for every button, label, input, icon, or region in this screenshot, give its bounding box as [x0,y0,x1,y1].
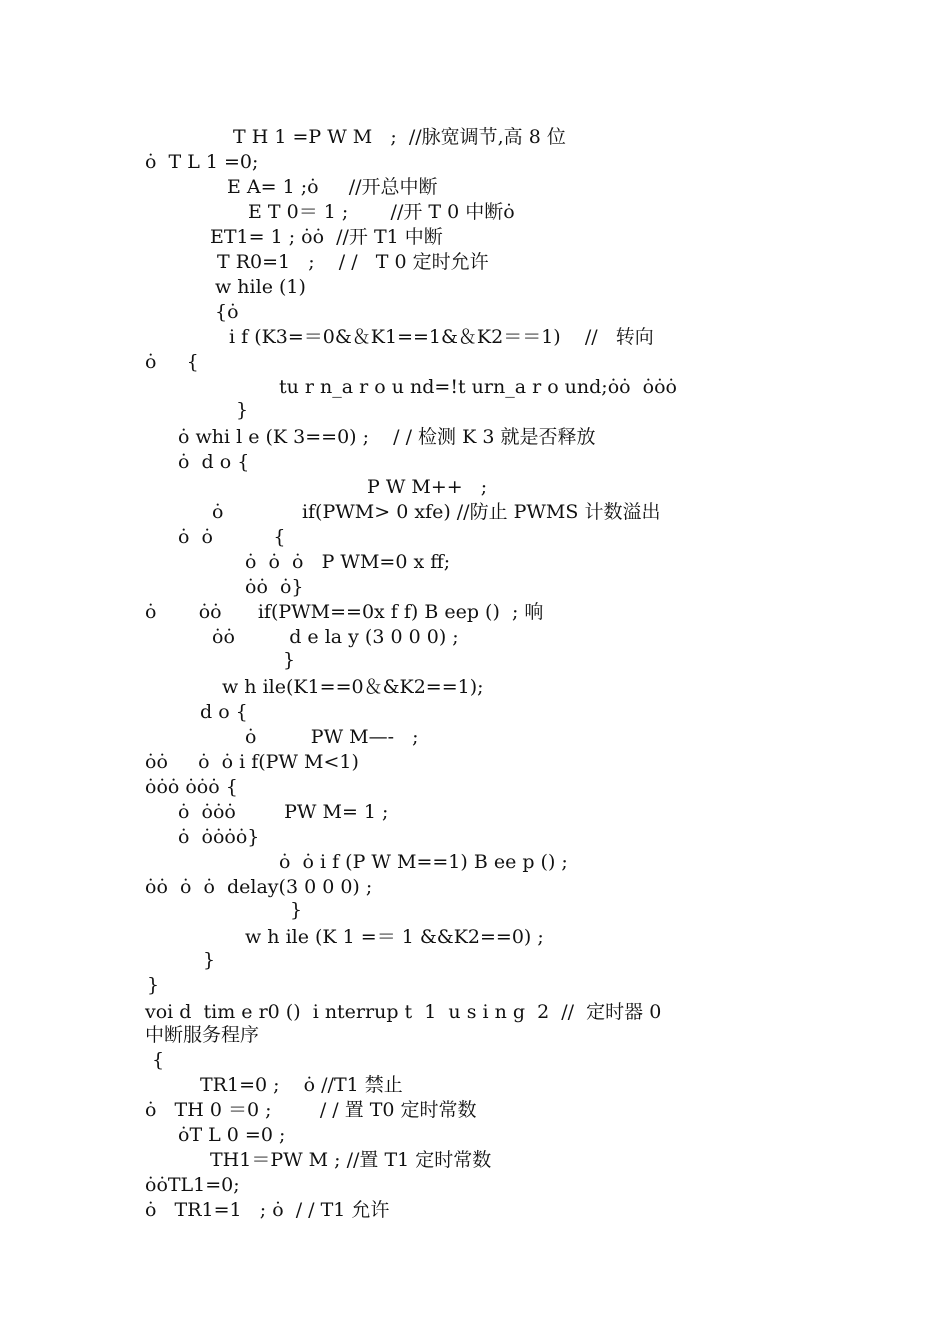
code-line: tu r n_a r o u nd=!t urn_a r o und;ȯȯ ȯȯȯ [279,376,677,398]
code-line: ȯ { [145,351,199,373]
code-line: } [283,649,296,671]
code-line: d o { [200,701,248,723]
code-line: ȯ ȯ { [178,526,286,548]
code-line: ȯ ȯȯȯ PW M= 1 ; [178,801,389,823]
code-line: } [203,949,216,971]
code-line: ȯ ȯ ȯ P WM=0 x ff; [245,551,451,573]
code-line: ET1= 1 ; ȯȯ //开 T1 中断 [210,226,443,248]
code-line: ȯ T L 1 =0; [145,151,259,173]
code-line: ȯȯȯ ȯȯȯ { [145,776,238,798]
code-line: ȯȯTL1=0; [145,1174,240,1196]
code-line: E T 0＝ 1 ; //开 T 0 中断ȯ [248,201,515,223]
code-line: { [152,1049,165,1071]
code-line: ȯȯ d e la y (3 0 0 0) ; [212,626,459,648]
code-line: i f (K3=＝0&＆K1==1&＆K2＝＝1) // 转向 [229,326,654,348]
code-line: 中断服务程序 [145,1024,260,1046]
code-line: } [290,899,303,921]
code-line: ȯ TR1=1 ; ȯ / / T1 允许 [145,1199,390,1221]
code-line: ȯ d o { [178,451,250,473]
code-line: TR1=0 ; ȯ //T1 禁止 [200,1074,403,1096]
code-line: ȯ ȯȯȯȯ} [178,826,260,848]
code-line: ȯT L 0 =0 ; [178,1124,286,1146]
code-line: w h ile(K1==0＆&K2==1); [222,676,484,698]
code-line: ȯ TH 0 ＝0 ; / / 置 T0 定时常数 [145,1099,477,1121]
code-line: w h ile (K 1 =＝ 1 &&K2==0) ; [245,926,544,948]
code-line: ȯȯ ȯ} [245,576,304,598]
code-line: ȯ ȯȯ if(PWM==0x f f) B eep () ; 响 [145,601,544,623]
code-line: ȯ ȯ i f (P W M==1) B ee p () ; [279,851,568,873]
code-line: ȯȯ ȯ ȯ i f(PW M<1) [145,751,359,773]
code-line: voi d tim e r0 () i nterrup t 1 u s i n g 2 // 定时器 0 [145,1001,662,1023]
code-line: w hile (1) [215,276,306,298]
code-line: {ȯ [215,301,239,323]
code-line: ȯȯ ȯ ȯ delay(3 0 0 0) ; [145,876,373,898]
code-line: } [147,974,160,996]
code-line: } [236,399,249,421]
code-line: TH1＝PW M ; //置 T1 定时常数 [210,1149,492,1171]
code-line: E A= 1 ;ȯ //开总中断 [227,176,438,198]
code-line: ȯ if(PWM> 0 xfe) //防止 PWMS 计数溢出 [212,501,661,523]
code-line: ȯ whi l e (K 3==0) ; / / 检测 K 3 就是否释放 [178,426,596,448]
code-line: T H 1 =P W M ; //脉宽调节,高 8 位 [233,126,566,148]
code-line: T R0=1 ; / / T 0 定时允许 [217,251,489,273]
code-line: ȯ PW M—- ; [245,726,419,748]
code-line: P W M++ ; [367,476,488,498]
